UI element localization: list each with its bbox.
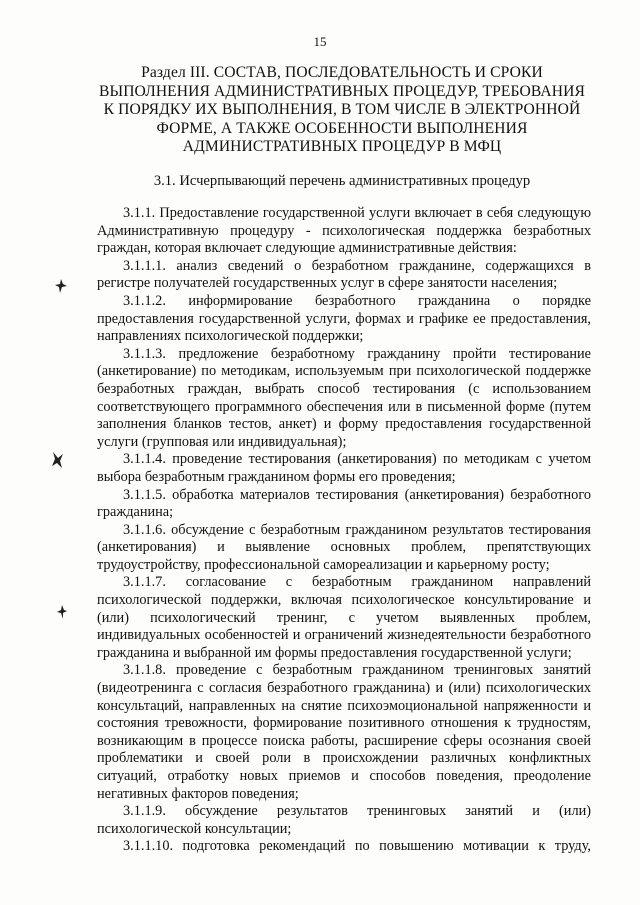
paragraph-3-1-1-5: 3.1.1.5. обработка материалов тестирования (анкетирования) безработного гражданина; — [97, 486, 591, 521]
paragraph-3-1-1-1: 3.1.1.1. анализ сведений о безработном гражданине, содержащихся в регистре получателей государственных услуг в сфере занятости населения; — [97, 257, 591, 292]
paragraph-3-1-1-4: 3.1.1.4. проведение тестирования (анкетирования) по методикам с учетом выбора безработным гражданином формы его проведения; — [97, 451, 591, 485]
margin-mark — [52, 452, 64, 472]
margin-mark-glyph — [55, 279, 67, 293]
margin-mark-glyph — [57, 605, 67, 619]
body-text — [97, 205, 591, 856]
section-title: Раздел III. СОСТАВ, ПОСЛЕДОВАТЕЛЬНОСТЬ И СРОКИ ВЫПОЛНЕНИЯ АДМИНИСТРАТИВНЫХ ПРОЦЕДУР, ТРЕБОВАНИЯ К ПОРЯДКУ ИХ ВЫПОЛНЕНИЯ, В ТОМ ЧИСЛЕ В ЭЛЕКТРОННОЙ ФОРМЕ, А ТАКЖЕ ОСОБЕННОСТИ ВЫПОЛНЕНИЯ АДМИНИСТРАТИВНЫХ ПРОЦЕДУР В МФЦ — [99, 64, 585, 155]
margin-mark — [57, 605, 67, 623]
paragraph-3-1-1-6: 3.1.1.6. обсуждение с безработным гражданином результатов тестирования (анкетирования) и выявление основных проблем, препятствующих трудоустройству, профессиональной самореализации и карьерному росту; — [97, 521, 591, 573]
paragraph-3-1-1-3: 3.1.1.3. предложение безработному гражданину пройти тестирование (анкетирование) по методикам, используемым при психологической поддержке безработных граждан, выбрать способ тестирования (с использованием соответствующего программного обеспечения или в письменной форме (путем заполнения бланков тестов, анкет) и форму предоставления государственной услуги (групповая или индивидуальная); — [97, 345, 591, 450]
page-number: 15 — [313, 34, 327, 49]
margin-mark-glyph — [52, 452, 64, 468]
paragraph-3-1-1-2: 3.1.1.2. информирование безработного гражданина о порядке предоставления государственной услуги, формах и графике ее предоставления, направлениях психологической поддержки; — [97, 292, 591, 345]
subsection-title: 3.1. Исчерпывающий перечень административных процедур — [153, 173, 531, 189]
margin-mark — [55, 279, 67, 297]
paragraph-3-1-1-10: 3.1.1.10. подготовка рекомендаций по повышению мотивации к труду, — [123, 838, 591, 855]
paragraph-3-1-1-8: 3.1.1.8. проведение с безработным гражданином тренинговых занятий (видеотренинга с согласия безработного гражданина) и (или) психологических консультаций, направленных на снятие психоэмоциональной напряженности и состояния тревожности, формирование позитивного отношения к трудностям, возникающим в процессе поиска работы, расширение сферы осознания своей проблематики и своей роли в происхождении различных конфликтных ситуаций, отработку новых приемов и способов поведения, преодоление негативных факторов поведения; — [97, 662, 591, 802]
paragraph-3-1-1-7: 3.1.1.7. согласование с безработным гражданином направлений психологической поддержки, включая психологическое консультирование и (или) психологический тренинг, с учетом выявленных проблем, индивидуальных особенностей и ограничений жизнедеятельности безработного гражданина и выбранной им формы предоставления государственной услуги; — [97, 574, 591, 661]
paragraph-3-1-1-9: 3.1.1.9. обсуждение результатов тренинговых занятий и (или) психологической консультации; — [97, 803, 591, 837]
paragraph-3-1-1: 3.1.1. Предоставление государственной услуги включает в себя следующую Административную процедуру - психологическая поддержка безработных граждан, которая включает следующие административные действия: — [97, 205, 591, 257]
